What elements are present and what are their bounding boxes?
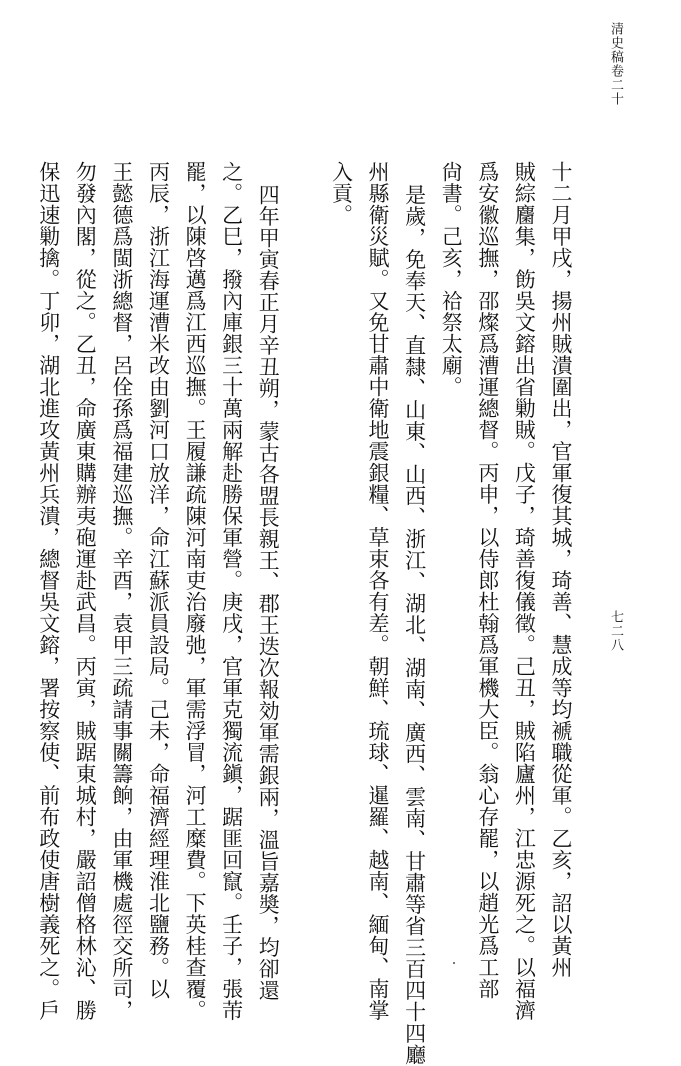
text-column: 入貢。 [329, 161, 354, 226]
book-title-header: 清史稿卷二十 [608, 22, 623, 106]
text-column: 四年甲寅春正月辛丑朔，蒙古各盟長親王、郡王迭次報効軍需銀兩，溫旨嘉奬，均卻還 [256, 184, 281, 1002]
text-column: 州縣衛災賦。又免甘肅中衛地震銀糧、草束各有差。朝鮮、琉球、暹羅、越南、緬甸、南掌 [366, 161, 391, 1021]
text-column: 十二月甲戌，揚州賊潰圍出，官軍復其城，琦善、慧成等均褫職從軍。乙亥，詔以黃州 [549, 161, 573, 978]
blank-column [286, 161, 323, 961]
text-column: 勿發內閣，從之。乙丑，命廣東購辦夷砲運赴武昌。丙寅，賊踞東城村，嚴詔僧格林沁、勝 [73, 161, 98, 1021]
text-column: 是歲，免奉天、直隸、山東、山西、浙江、湖北、湖南、廣西、雲南、甘肅等省三百四十四廳 [402, 184, 427, 1066]
text-column: 之。乙巳，撥內庫銀三十萬兩解赴勝保軍營。庚戌，官軍克獨流鎭，踞匪回竄。壬子，張芾 [219, 161, 244, 1021]
text-column: 罷，以陳啓邁爲江西巡撫。王履謙疏陳河南吏治廢弛，軍需浮冒，河工糜費。下英桂查覆。 [183, 161, 208, 1021]
text-column: 王懿德爲閩浙總督，呂佺孫爲福建巡撫。辛酉，袁甲三疏請事關籌餉，由軍機處徑交所司， [109, 161, 134, 1021]
text-column: 爲安徽巡撫，邵燦爲漕運總督。丙申，以侍郎杜翰爲軍機大臣。翁心存罷，以趙光爲工部 [475, 161, 500, 1000]
print-speck [453, 962, 455, 964]
page-number: 七二八 [608, 610, 623, 652]
text-column: 丙辰，浙江海運漕米改由劉河口放洋，命江蘇派員設局。己未，命福濟經理淮北鹽務。以 [146, 161, 171, 1000]
text-column: 尙書。己亥，祫祭太廟。 [439, 161, 464, 398]
text-column: 保迅速勦擒。丁卯，湖北進攻黃州兵潰，總督吳文鎔，署按察使、前布政使唐樹義死之。戶 [36, 161, 61, 1021]
text-column: 賊綜麕集，飭吳文鎔出省勦賊。戊子，琦善復儀徵。己丑，賊陷廬州，江忠源死之。以福濟 [512, 161, 537, 1021]
vertical-text-body [30, 161, 579, 1066]
